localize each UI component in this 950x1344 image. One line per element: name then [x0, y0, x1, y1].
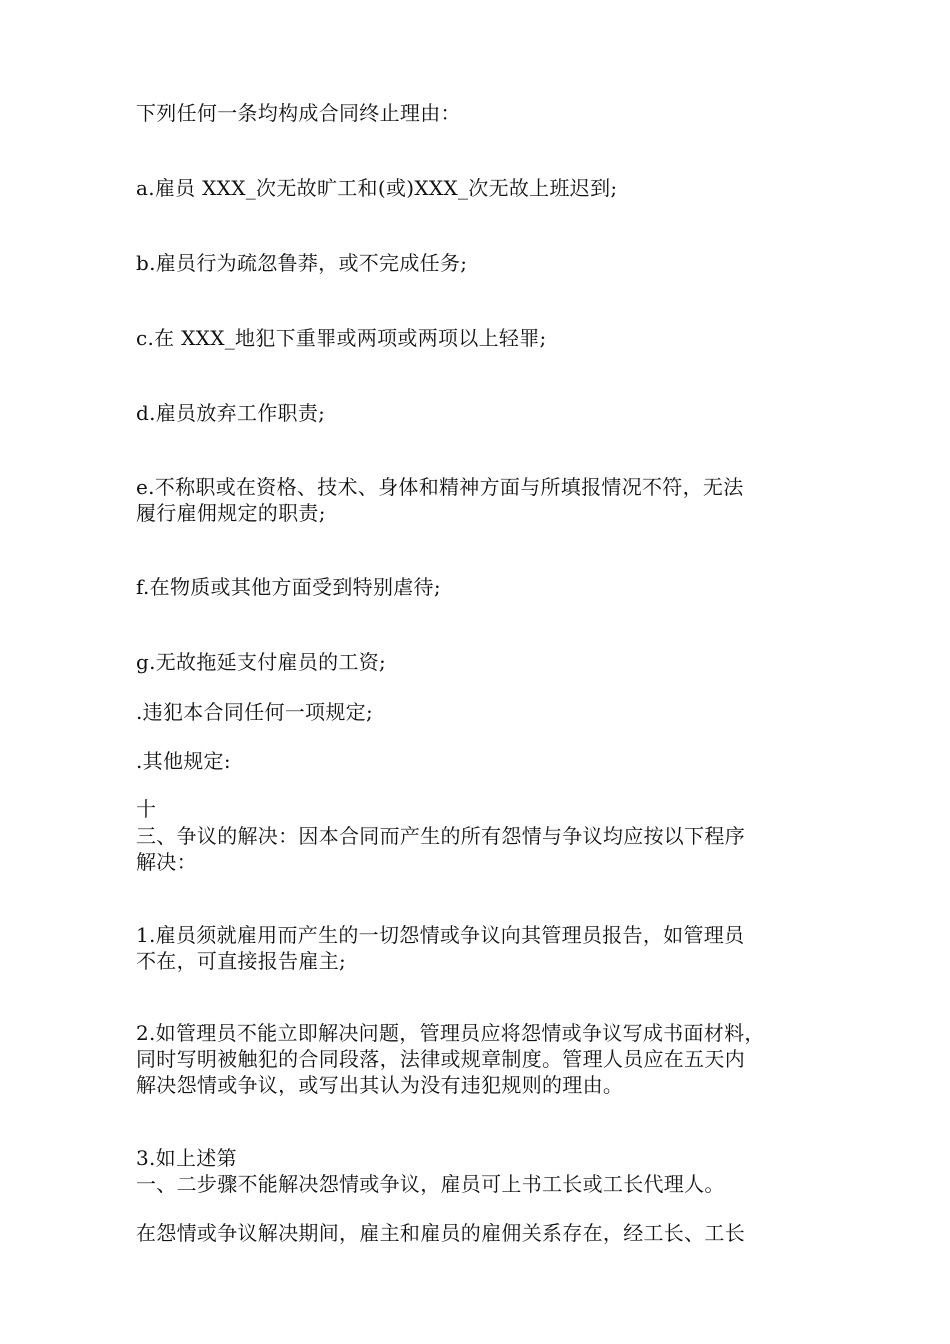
step-3-line-1: 3.如上述第 — [136, 1146, 237, 1170]
closing-paragraph-line: 在怨情或争议解决期间，雇主和雇员的雇佣关系存在，经工长、工长 — [136, 1221, 745, 1245]
section-heading-line-1: 三、争议的解决：因本合同而产生的所有怨情与争议均应按以下程序 — [136, 824, 745, 848]
step-3-line-2: 一、二步骤不能解决怨情或争议，雇员可上书工长或工长代理人。 — [136, 1172, 725, 1196]
clause-e-line-1: e.不称职或在资格、技术、身体和精神方面与所填报情况不符，无法 — [136, 475, 744, 499]
clause-d: d.雇员放弃工作职责; — [136, 401, 326, 425]
intro-line: 下列任何一条均构成合同终止理由： — [136, 101, 461, 125]
step-2-line-3: 解决怨情或争议，或写出其认为没有违犯规则的理由。 — [136, 1073, 624, 1097]
step-2-line-1: 2.如管理员不能立即解决问题，管理员应将怨情或争议写成书面材料， — [136, 1021, 765, 1045]
clause-a: a.雇员 XXX_次无故旷工和(或)XXX_次无故上班迟到; — [136, 176, 618, 200]
clause-e-line-2: 履行雇佣规定的职责; — [136, 501, 326, 525]
section-heading-line-2: 解决： — [136, 850, 197, 874]
clause-f: f.在物质或其他方面受到特别虐待; — [136, 575, 441, 599]
clause-i: .其他规定: — [136, 749, 231, 773]
clause-c: c.在 XXX_地犯下重罪或两项或两项以上轻罪; — [136, 326, 547, 350]
step-2-line-2: 同时写明被触犯的合同段落，法律或规章制度。管理人员应在五天内 — [136, 1047, 745, 1071]
clause-h: .违犯本合同任何一项规定; — [136, 700, 373, 724]
clause-b: b.雇员行为疏忽鲁莽，或不完成任务; — [136, 251, 468, 275]
clause-g: g.无故拖延支付雇员的工资; — [136, 650, 387, 674]
step-1-line-1: 1.雇员须就雇用而产生的一切怨情或争议向其管理员报告，如管理员 — [136, 923, 745, 947]
step-1-line-2: 不在，可直接报告雇主; — [136, 949, 347, 973]
section-number-fragment: 十 — [136, 797, 157, 821]
